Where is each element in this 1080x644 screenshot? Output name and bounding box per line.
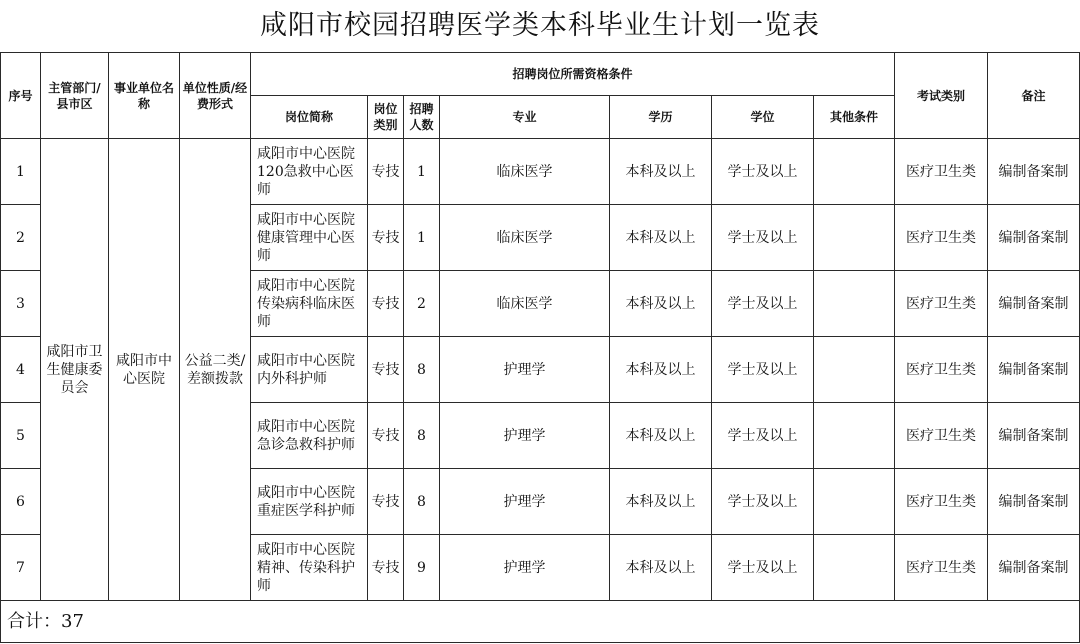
note-cell: 编制备案制 <box>988 403 1080 469</box>
post-cell: 咸阳市中心医院120急救中心医师 <box>251 139 368 205</box>
seq-cell: 3 <box>1 271 41 337</box>
header-post: 岗位简称 <box>251 96 368 139</box>
post-cell: 咸阳市中心医院传染病科临床医师 <box>251 271 368 337</box>
header-count: 招聘人数 <box>404 96 440 139</box>
seq-cell: 5 <box>1 403 41 469</box>
count-cell: 8 <box>404 337 440 403</box>
table-row <box>1 139 1080 205</box>
education-cell: 本科及以上 <box>610 469 712 535</box>
type-cell: 专技 <box>368 403 404 469</box>
count-cell: 9 <box>404 535 440 601</box>
degree-cell: 学士及以上 <box>712 205 814 271</box>
exam-cell: 医疗卫生类 <box>895 139 988 205</box>
major-cell: 临床医学 <box>440 271 610 337</box>
seq-cell: 2 <box>1 205 41 271</box>
degree-cell: 学士及以上 <box>712 337 814 403</box>
total-cell: 合计：37 <box>1 601 1080 643</box>
seq-cell: 4 <box>1 337 41 403</box>
major-cell: 护理学 <box>440 403 610 469</box>
degree-cell: 学士及以上 <box>712 139 814 205</box>
education-cell: 本科及以上 <box>610 271 712 337</box>
header-dept: 主管部门/县市区 <box>41 53 109 139</box>
education-cell: 本科及以上 <box>610 403 712 469</box>
exam-cell: 医疗卫生类 <box>895 205 988 271</box>
header-post-type: 岗位类别 <box>368 96 404 139</box>
post-cell: 咸阳市中心医院急诊急救科护师 <box>251 403 368 469</box>
count-cell: 8 <box>404 403 440 469</box>
other-cell <box>814 205 895 271</box>
exam-cell: 医疗卫生类 <box>895 403 988 469</box>
exam-cell: 医疗卫生类 <box>895 469 988 535</box>
type-cell: 专技 <box>368 469 404 535</box>
other-cell <box>814 337 895 403</box>
nature-cell: 公益二类/差额拨款 <box>180 139 251 601</box>
education-cell: 本科及以上 <box>610 205 712 271</box>
header-exam: 考试类别 <box>895 53 988 139</box>
exam-cell: 医疗卫生类 <box>895 337 988 403</box>
header-row-1 <box>1 53 1080 96</box>
total-row <box>1 601 1080 643</box>
other-cell <box>814 535 895 601</box>
type-cell: 专技 <box>368 271 404 337</box>
count-cell: 1 <box>404 205 440 271</box>
type-cell: 专技 <box>368 205 404 271</box>
header-unit: 事业单位名称 <box>109 53 180 139</box>
degree-cell: 学士及以上 <box>712 271 814 337</box>
other-cell <box>814 271 895 337</box>
header-conditions: 招聘岗位所需资格条件 <box>251 53 895 96</box>
header-nature: 单位性质/经费形式 <box>180 53 251 139</box>
major-cell: 临床医学 <box>440 205 610 271</box>
seq-cell: 1 <box>1 139 41 205</box>
note-cell: 编制备案制 <box>988 469 1080 535</box>
other-cell <box>814 139 895 205</box>
type-cell: 专技 <box>368 535 404 601</box>
seq-cell: 6 <box>1 469 41 535</box>
major-cell: 护理学 <box>440 535 610 601</box>
page-title: 咸阳市校园招聘医学类本科毕业生计划一览表 <box>260 10 820 41</box>
note-cell: 编制备案制 <box>988 205 1080 271</box>
education-cell: 本科及以上 <box>610 337 712 403</box>
count-cell: 1 <box>404 139 440 205</box>
post-cell: 咸阳市中心医院健康管理中心医师 <box>251 205 368 271</box>
major-cell: 护理学 <box>440 469 610 535</box>
post-cell: 咸阳市中心医院内外科护师 <box>251 337 368 403</box>
header-note: 备注 <box>988 53 1080 139</box>
note-cell: 编制备案制 <box>988 139 1080 205</box>
major-cell: 临床医学 <box>440 139 610 205</box>
count-cell: 2 <box>404 271 440 337</box>
header-degree: 学位 <box>712 96 814 139</box>
type-cell: 专技 <box>368 139 404 205</box>
other-cell <box>814 403 895 469</box>
degree-cell: 学士及以上 <box>712 469 814 535</box>
header-education: 学历 <box>610 96 712 139</box>
degree-cell: 学士及以上 <box>712 403 814 469</box>
note-cell: 编制备案制 <box>988 535 1080 601</box>
type-cell: 专技 <box>368 337 404 403</box>
post-cell: 咸阳市中心医院精神、传染科护师 <box>251 535 368 601</box>
unit-cell: 咸阳市中心医院 <box>109 139 180 601</box>
exam-cell: 医疗卫生类 <box>895 271 988 337</box>
exam-cell: 医疗卫生类 <box>895 535 988 601</box>
education-cell: 本科及以上 <box>610 535 712 601</box>
dept-cell: 咸阳市卫生健康委员会 <box>41 139 109 601</box>
major-cell: 护理学 <box>440 337 610 403</box>
post-cell: 咸阳市中心医院重症医学科护师 <box>251 469 368 535</box>
education-cell: 本科及以上 <box>610 139 712 205</box>
note-cell: 编制备案制 <box>988 271 1080 337</box>
header-seq: 序号 <box>1 53 41 139</box>
other-cell <box>814 469 895 535</box>
recruitment-table <box>0 52 1080 643</box>
header-major: 专业 <box>440 96 610 139</box>
note-cell: 编制备案制 <box>988 337 1080 403</box>
header-other: 其他条件 <box>814 96 895 139</box>
seq-cell: 7 <box>1 535 41 601</box>
count-cell: 8 <box>404 469 440 535</box>
degree-cell: 学士及以上 <box>712 535 814 601</box>
